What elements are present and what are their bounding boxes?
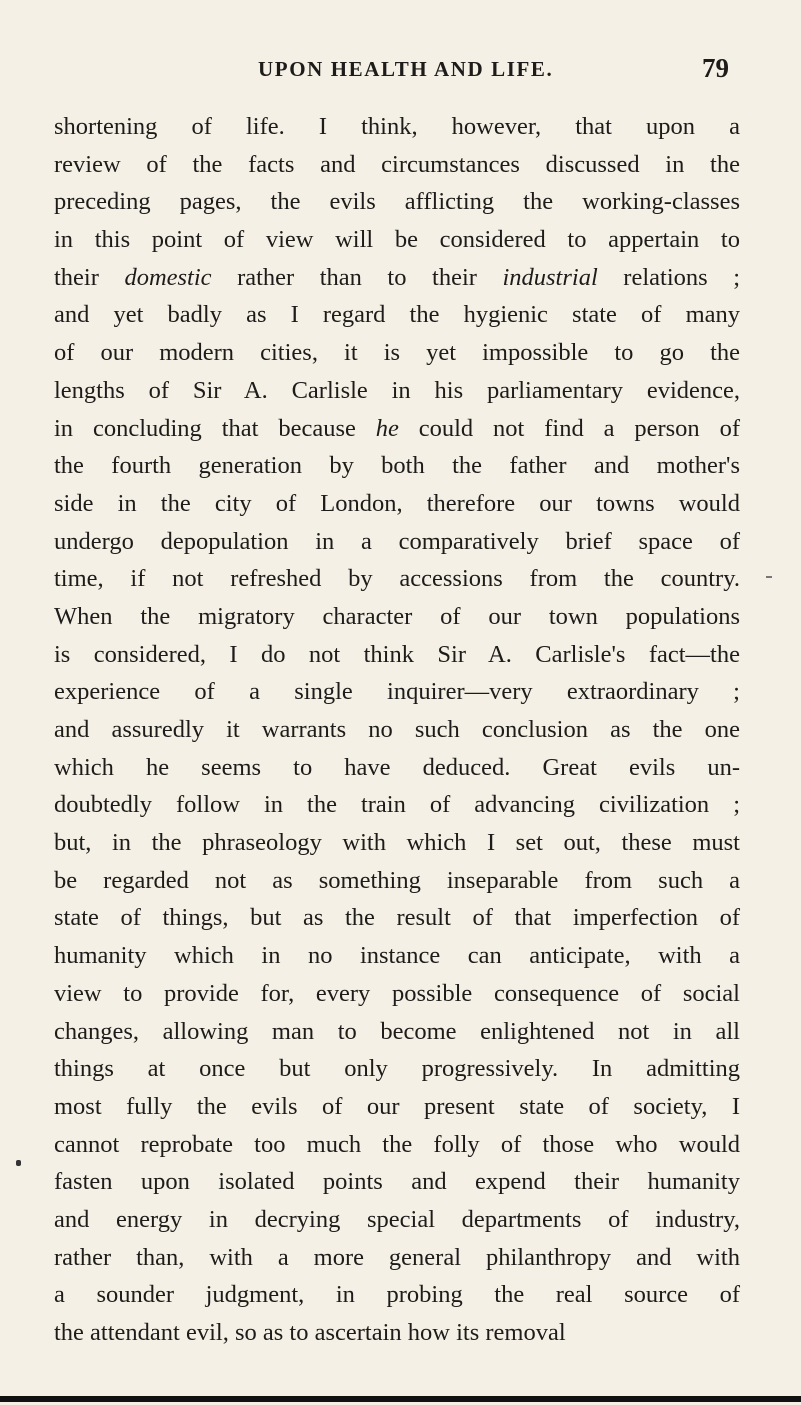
page-header (0, 53, 801, 93)
text-line: humanity which in no instance can anticipate, with a (54, 942, 740, 970)
text-line: shortening of life. I think, however, that upon a (54, 113, 740, 140)
text-line: the fourth generation by both the father and mother's (54, 452, 740, 480)
ink-speck (766, 576, 772, 578)
text-line: is considered, I do not think Sir A. Carlisle's fact—the (54, 640, 740, 668)
page-bottom-edge (0, 1396, 801, 1402)
text-line: state of things, but as the result of that imperfection of (54, 904, 740, 932)
text-line: which he seems to have deduced. Great evils un- (54, 753, 740, 781)
text-line: preceding pages, the evils afflicting the working-classes (54, 188, 740, 216)
text-line: their domestic rather than to their industrial relations ; (54, 263, 741, 291)
text-line: a sounder judgment, in probing the real source of (54, 1281, 740, 1309)
text-line: and yet badly as I regard the hygienic state of many (54, 301, 740, 329)
text-line: undergo depopulation in a comparatively brief space of (54, 527, 740, 555)
text-line: view to provide for, every possible consequence of social (54, 979, 740, 1007)
text-line: fasten upon isolated points and expend their humanity (54, 1168, 740, 1196)
text-line: doubtedly follow in the train of advancing civilization ; (54, 791, 740, 819)
text-line: cannot reprobate too much the folly of those who would (54, 1130, 740, 1158)
text-line: things at once but only progressively. In admitting (54, 1055, 740, 1083)
text-line: and assuredly it warrants no such conclusion as the one (54, 716, 740, 743)
body-text (54, 108, 740, 1352)
ink-speck (16, 1160, 21, 1166)
text-line: changes, allowing man to become enlightened not in all (54, 1017, 740, 1045)
text-line: but, in the phraseology with which I set out, these must (54, 829, 740, 857)
text-line: experience of a single inquirer—very extraordinary ; (54, 678, 740, 706)
text-line: the attendant evil, so as to ascertain how its removal (54, 1319, 566, 1346)
running-head: UPON HEALTH AND LIFE. (258, 57, 554, 81)
text-line: time, if not refreshed by accessions from the country. (54, 565, 740, 593)
text-line: side in the city of London, therefore our towns would (54, 489, 740, 517)
text-line: review of the facts and circumstances discussed in the (54, 150, 740, 178)
page-number: 79 (702, 53, 729, 83)
text-line: most fully the evils of our present state of society, I (54, 1092, 740, 1120)
text-line: be regarded not as something inseparable from such a (54, 866, 740, 894)
text-line: When the migratory character of our town populations (54, 602, 740, 630)
text-line: in concluding that because he could not find a person of (54, 414, 740, 442)
text-line: of our modern cities, it is yet impossible to go the (54, 339, 740, 367)
text-line: and energy in decrying special departments of industry, (54, 1205, 740, 1233)
text-line: lengths of Sir A. Carlisle in his parliamentary evidence, (54, 376, 740, 404)
text-line: in this point of view will be considered to appertain to (54, 226, 740, 254)
text-line: rather than, with a more general philanthropy and with (54, 1243, 740, 1271)
